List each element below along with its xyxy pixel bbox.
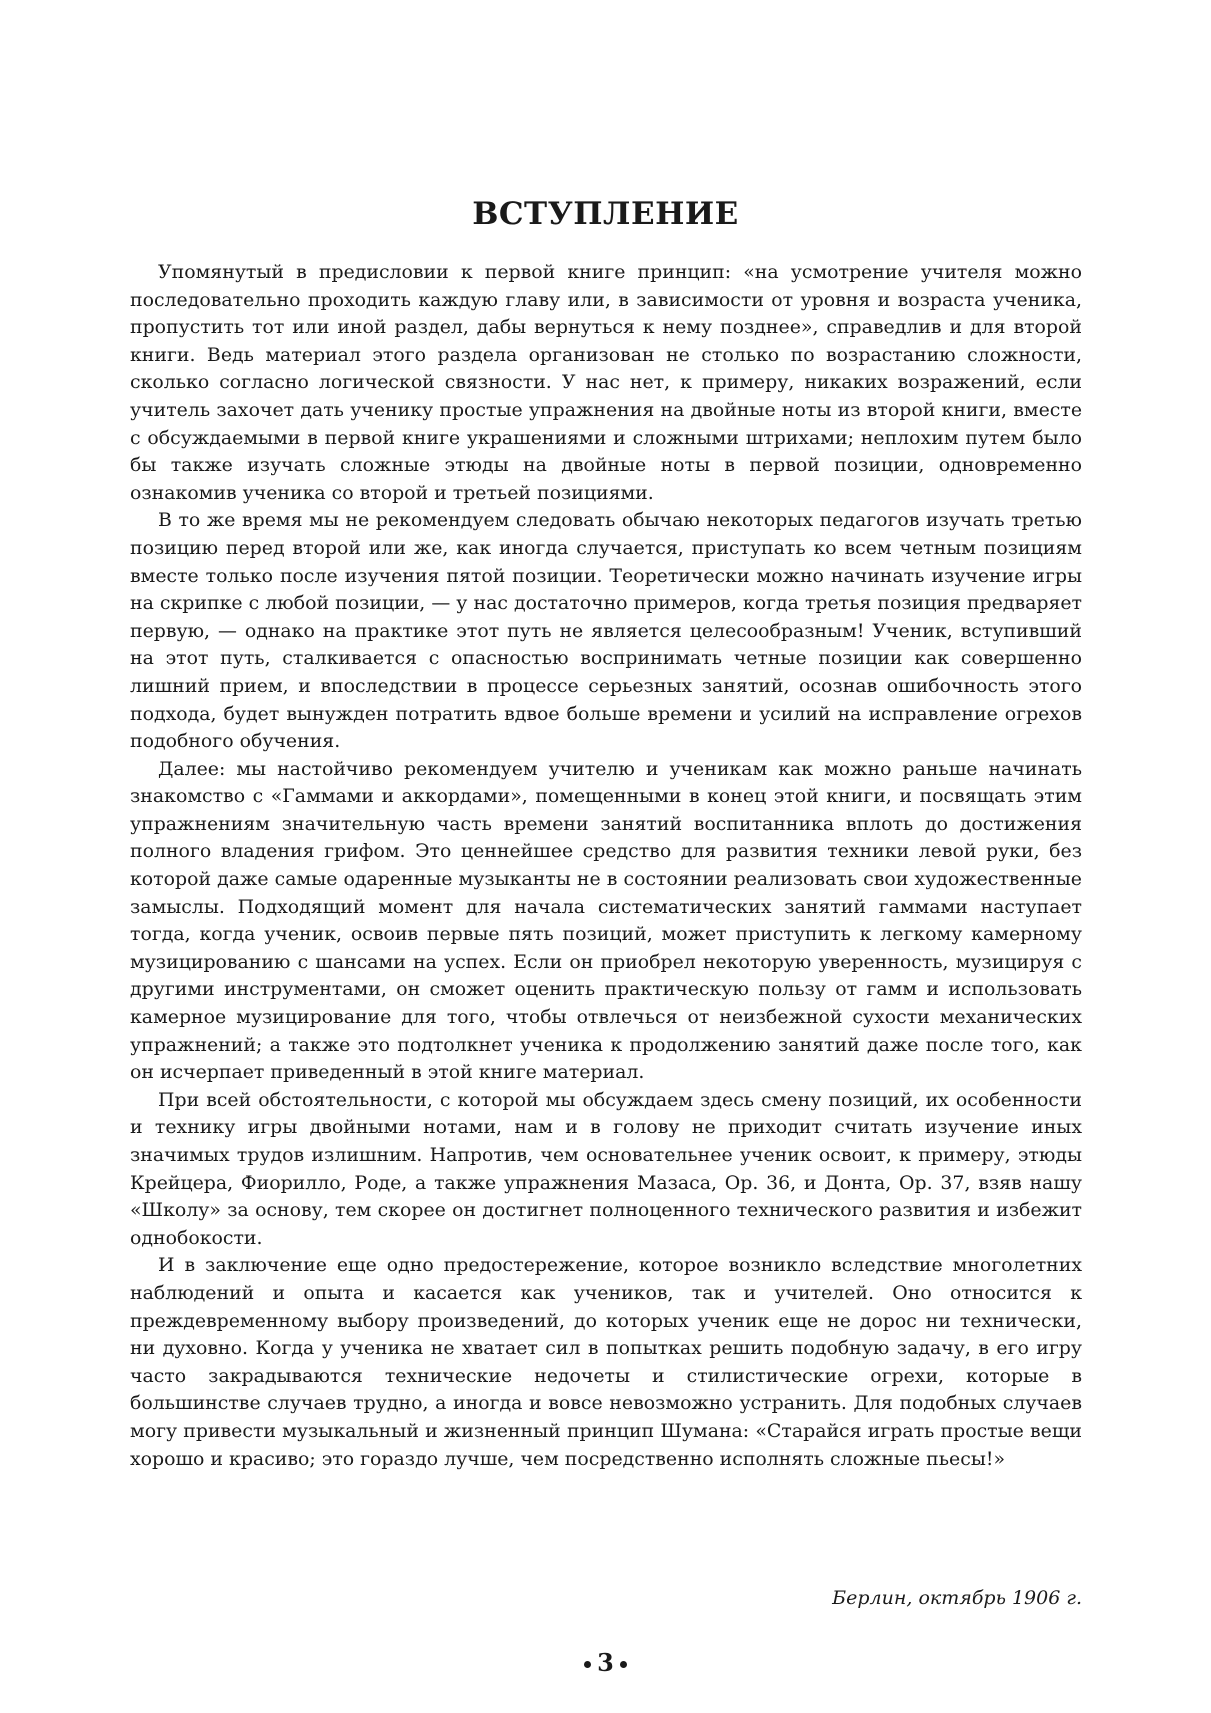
paragraph: Упомянутый в предисловии к первой книге принцип: «на усмотрение учителя можно последовательно проходить каждую главу или, в зависимости от уровня и возраста ученика, пропустить тот или иной раздел, дабы вернуться к нему позднее», справедлив и для второй книги. Ведь материал этого раздела организован не столько по возрастанию сложности, сколько согласно логической связности. У нас нет, к примеру, никаких возражений, если учитель захочет дать ученику простые упражнения на двойные ноты из второй книги, вместе с обсуждаемыми в первой книге украшениями и сложными штрихами; неплохим путем было бы также изучать сложные этюды на двойные ноты в первой позиции, одновременно ознакомив ученика со второй и третьей позициями.: [130, 261, 1082, 504]
bullet-icon: [620, 1661, 627, 1668]
page-number-footer: [0, 1648, 1211, 1677]
paragraph: И в заключение еще одно предостережение, которое возникло вследствие многолетних наблюдений и опыта и касается как учеников, так и учителей. Оно относится к преждевременному выбору произведений, до которых ученик еще не дорос ни технически, ни духовно. Когда у ученика не хватает сил в попытках решить подобную задачу, в его игру часто закрадываются технические недочеты и стилистические огрехи, которые в большинстве случаев трудно, а иногда и вовсе невозможно устранить. Для подобных случаев могу привести музыкальный и жизненный принцип Шумана: «Старайся играть простые вещи хорошо и красиво; это гораздо лучше, чем посредственно исполнять сложные пьесы!»: [130, 1254, 1082, 1470]
page-number: 3: [597, 1648, 614, 1677]
paragraph: При всей обстоятельности, с которой мы обсуждаем здесь смену позиций, их особенности и технику игры двойными нотами, нам и в голову не приходит считать изучение иных значимых трудов излишним. Напротив, чем основательнее ученик освоит, к примеру, этюды Крейцера, Фиорилло, Роде, а также упражнения Мазаса, Ор. 36, и Донта, Ор. 37, взяв нашу «Школу» за основу, тем скорее он достигнет полноценного технического развития и избежит однобокости.: [130, 1088, 1082, 1249]
page-title: ВСТУПЛЕНИЕ: [472, 196, 739, 232]
signature: Берлин, октябрь 1906 г.: [832, 1587, 1082, 1609]
paragraph: В то же время мы не рекомендуем следовать обычаю некоторых педагогов изучать третью позицию перед второй или же, как иногда случается, приступать ко всем четным позициям вместе только после изучения пятой позиции. Теоретически можно начинать изучение игры на скрипке с любой позиции, — у нас достаточно примеров, когда третья позиция предваряет первую, — однако на практике этот путь не является целесообразным! Ученик, вступивший на этот путь, сталкивается с опасностью воспринимать четные позиции как совершенно лишний прием, и впоследствии в процессе серьезных занятий, осознав ошибочность этого подхода, будет вынужден потратить вдвое больше времени и усилий на исправление огрехов подобного обучения.: [130, 509, 1082, 753]
paragraph: Далее: мы настойчиво рекомендуем учителю и ученикам как можно раньше начинать знакомство с «Гаммами и аккордами», помещенными в конец этой книги, и посвящать этим упражнениям значительную часть времени занятий воспитанника вплоть до достижения полного владения грифом. Это ценнейшее средство для развития техники левой руки, без которой даже самые одаренные музыканты не в состоянии реализовать свои художественные замыслы. Подходящий момент для начала систематических занятий гаммами наступает тогда, когда ученик, освоив первые пять позиций, может приступить к легкому камерному музицированию с шансами на успех. Если он приобрел некоторую уверенность, музицируя с другими инструментами, он сможет оценить практическую пользу от гамм и использовать камерное музицирование для того, чтобы отвлечься от неизбежной сухости механических упражнений; а также это подтолкнет ученика к продолжению занятий даже после того, как он исчерпает приведенный в этой книге материал.: [130, 757, 1082, 1084]
bullet-icon: [584, 1661, 591, 1668]
body-text: [130, 259, 1082, 1473]
